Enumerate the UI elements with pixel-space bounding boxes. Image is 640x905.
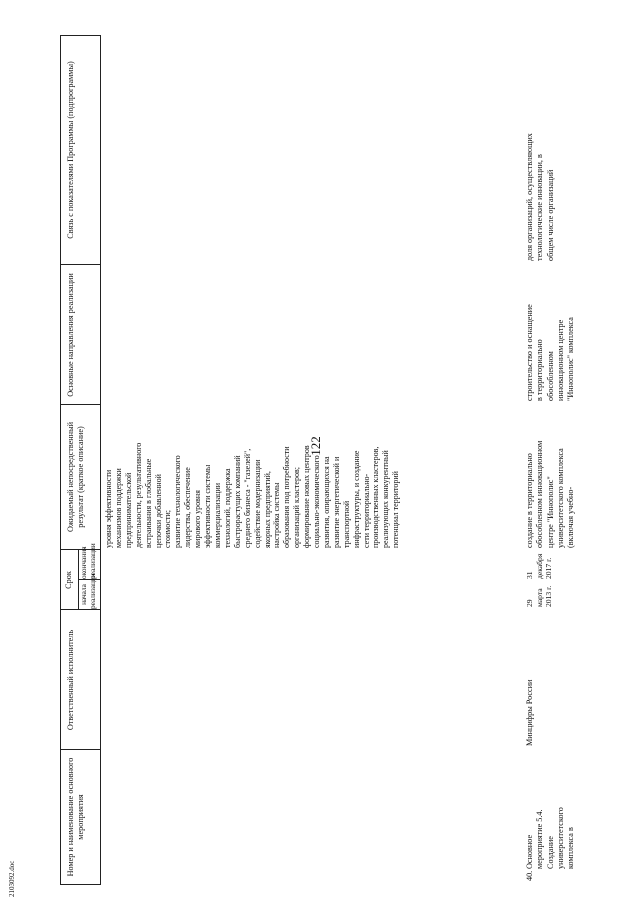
table-left-border: [60, 884, 100, 885]
header-name: Номер и наименование основного мероприятия: [66, 757, 86, 877]
header-bottom-border: [100, 35, 101, 885]
header-directions: Основные направления реализации: [66, 273, 75, 397]
header-executor: Ответственный исполнитель: [66, 629, 75, 731]
page-number: 122: [307, 436, 323, 456]
col-divider-6: [60, 264, 100, 265]
header-result: Ожидаемый непосредственный результат (краткое описание): [66, 422, 86, 532]
table-top-border: [60, 35, 61, 885]
document-id: 2103092.doc: [8, 860, 16, 897]
row-directions: строительство и оснащение в территориально обособленном инновационном центре "Иннополис" комплекса: [525, 304, 576, 401]
header-start: начала реализации: [79, 573, 97, 609]
header-end: окончания реализации: [79, 543, 97, 579]
row-number: 40.: [525, 870, 534, 881]
row-result: создание в территориально обособленном инновационном центре "Иннополис" университетского комплекса (включая учебно-: [525, 440, 576, 548]
continued-result: уровня эффективности механизмов поддержки предпринимательской деятельности, результативного встраивания в глобальные цепочки добавленной стоимости; развитие технологического лидерства, обеспечение мирового уровня эффективности системы коммерциализации технологий, поддержка быстрорастущих компаний среднего бизнеса - "газелей", содействие модернизации якорных предприятий, настройка системы образования под потребности организаций кластеров; формирование новых центров социально-экономического развития, опирающихся на развитие энергетической и транспортной инфраструктуры, и создание сети территориально- производственных кластеров, реализующих конкурентный потенциал территорий: [104, 442, 401, 548]
row-start: 29 марта 2013 г.: [525, 585, 554, 607]
table-right-border: [60, 35, 100, 36]
header-link: Связь с показателями Программы (подпрограммы): [66, 61, 75, 239]
row-end: 31 декабря 2017 г.: [525, 553, 554, 579]
row-executor: Минцифры России: [525, 679, 534, 746]
rotated-table: [60, 35, 600, 885]
col-divider-5: [60, 404, 100, 405]
continued-link: доля организаций, осуществляющих технологические инновации, в общем числе организаций: [525, 133, 555, 261]
header-term: Срок: [64, 571, 73, 589]
row-name: Основное мероприятие 5.4. Создание университетского комплекса в: [525, 807, 576, 869]
col-divider-1: [60, 749, 100, 750]
